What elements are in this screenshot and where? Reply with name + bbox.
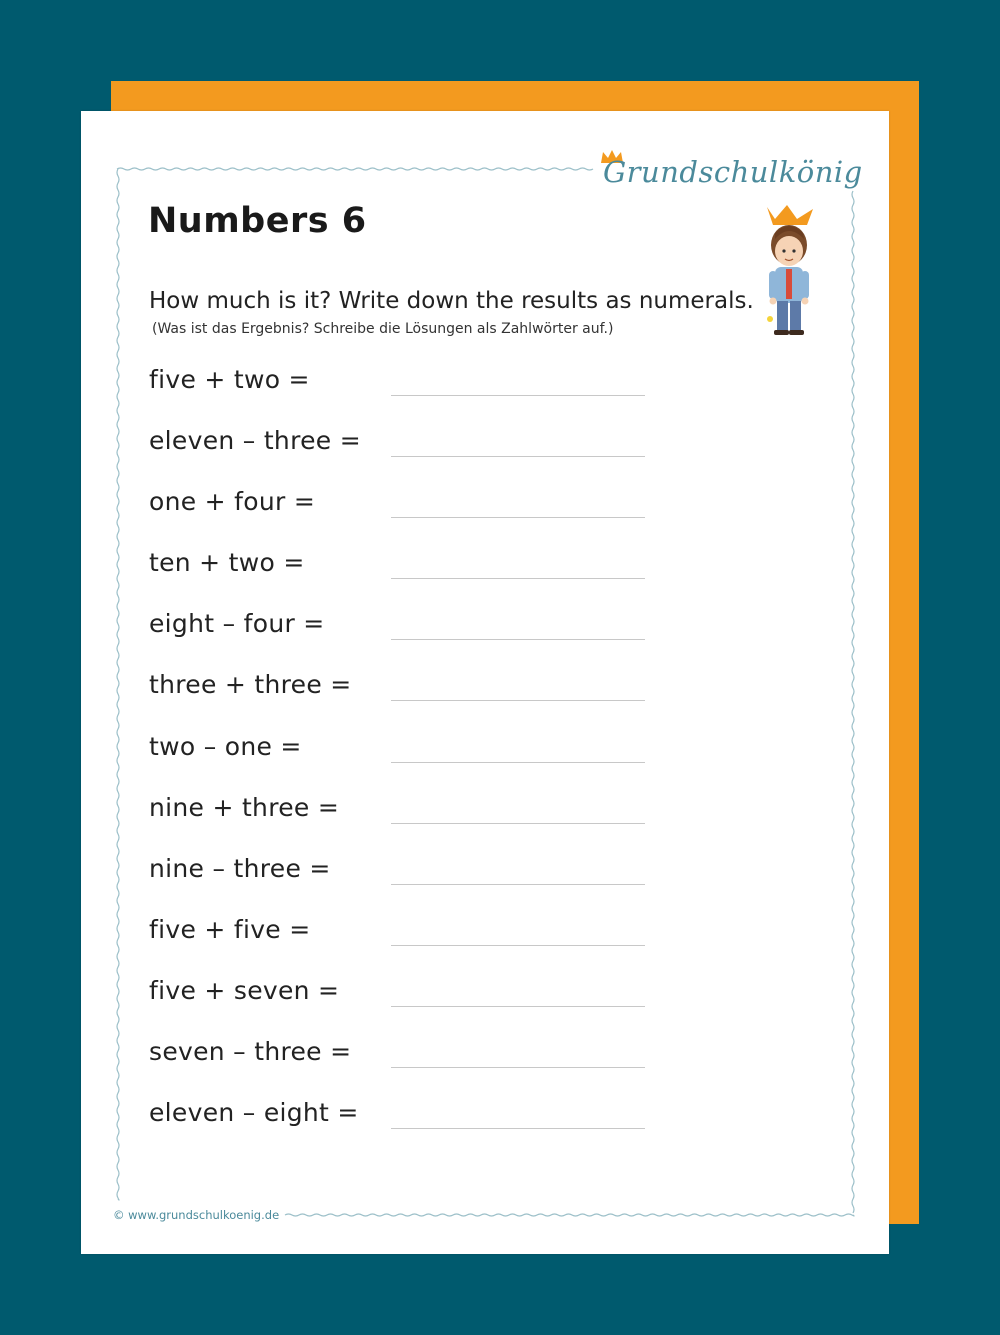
task-expression: two – one = (149, 731, 302, 761)
task-expression: ten + two = (149, 548, 305, 578)
task-expression: eleven – three = (149, 426, 361, 456)
answer-line[interactable] (391, 578, 645, 579)
task-expression: eleven – eight = (149, 1098, 359, 1128)
answer-line[interactable] (391, 395, 645, 396)
task-expression: five + two = (149, 365, 310, 394)
task-expression: nine + three = (149, 792, 340, 822)
task-row (149, 915, 669, 976)
footer-copyright: © www.grundschulkoenig.de (113, 1208, 280, 1222)
task-expression: one + four = (149, 487, 316, 517)
answer-line[interactable] (391, 823, 645, 824)
logo-text: Grundschulkönig (603, 155, 863, 189)
task-row (149, 793, 669, 854)
instruction-text: How much is it? Write down the results as numerals. (149, 288, 754, 314)
answer-line[interactable] (391, 639, 645, 640)
task-expression: seven – three = (149, 1037, 352, 1067)
task-expression: eight – four = (149, 609, 325, 639)
worksheet-page (81, 111, 889, 1254)
answer-line[interactable] (391, 1128, 645, 1129)
boy-with-crown-illustration (757, 199, 827, 339)
answer-line[interactable] (391, 884, 645, 885)
answer-line[interactable] (391, 1067, 645, 1068)
task-row (149, 1098, 669, 1159)
answer-line[interactable] (391, 517, 645, 518)
answer-line[interactable] (391, 700, 645, 701)
task-row (149, 487, 669, 548)
answer-line[interactable] (391, 1006, 645, 1007)
task-row (149, 426, 669, 487)
task-expression: three + three = (149, 670, 352, 700)
worksheet-title: Numbers 6 (148, 201, 367, 241)
task-row (149, 976, 669, 1037)
answer-line[interactable] (391, 762, 645, 763)
answer-line[interactable] (391, 456, 645, 457)
answer-line[interactable] (391, 945, 645, 946)
task-row (149, 548, 669, 609)
task-row (149, 609, 669, 670)
task-expression: five + seven = (149, 975, 340, 1005)
task-row (149, 732, 669, 793)
instruction-text-german: (Was ist das Ergebnis? Schreibe die Lösungen als Zahlwörter auf.) (152, 321, 614, 337)
task-row (149, 670, 669, 731)
task-expression: nine – three = (149, 853, 331, 883)
task-expression: five + five = (149, 914, 311, 944)
task-row (149, 365, 669, 426)
task-list (149, 365, 669, 1159)
grundschulkoenig-logo (599, 147, 879, 193)
task-row (149, 854, 669, 915)
task-row (149, 1037, 669, 1098)
